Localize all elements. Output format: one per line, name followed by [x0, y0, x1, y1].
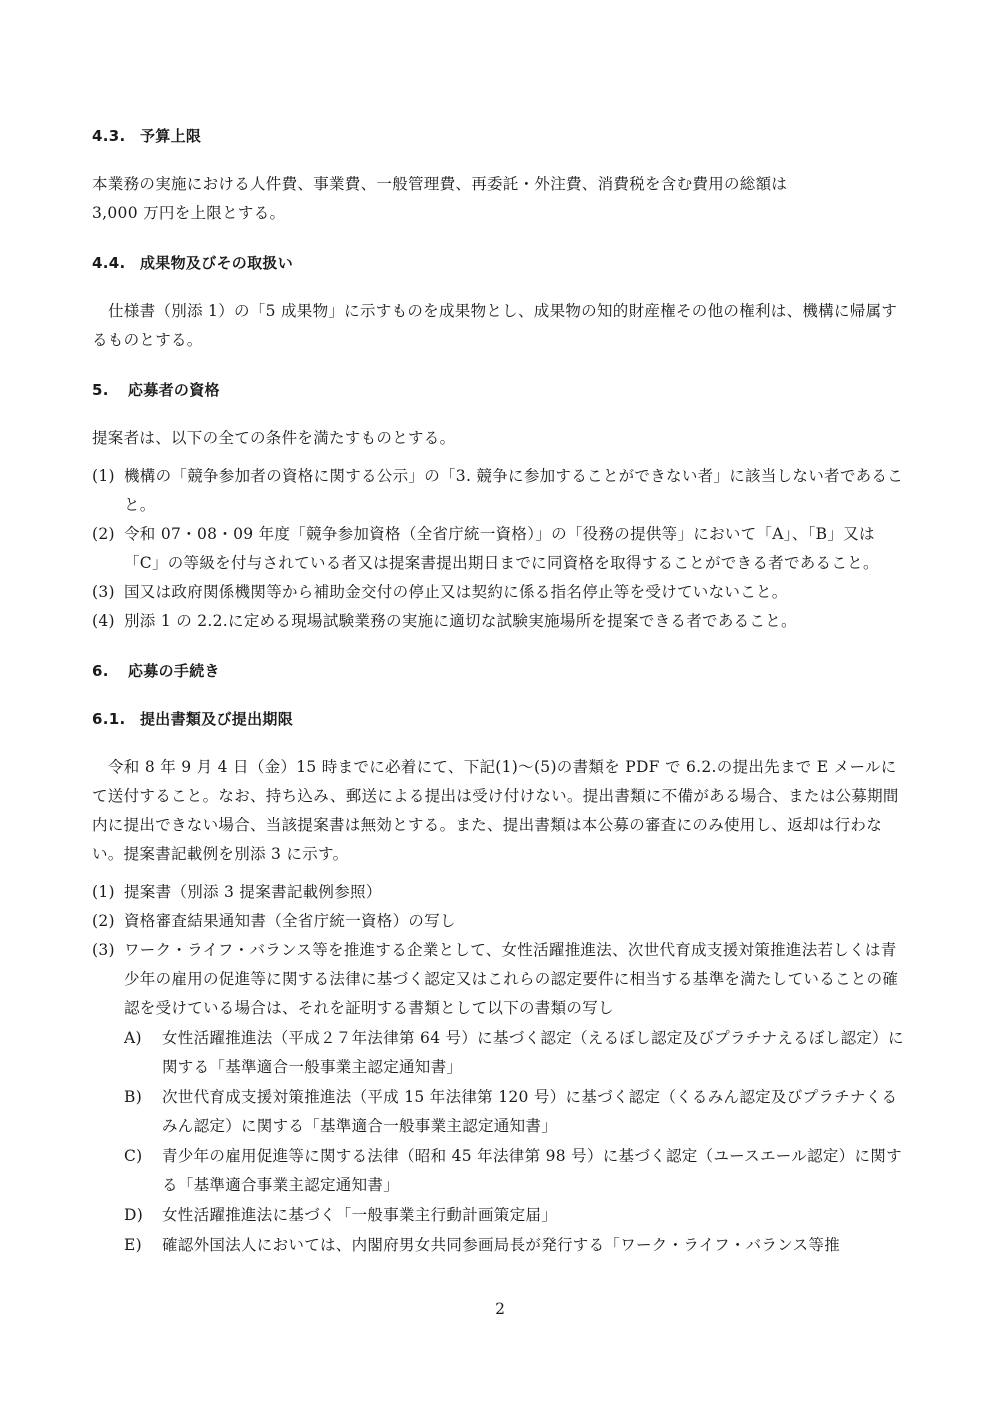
sub-list-item: D) 女性活躍推進法に基づく「一般事業主行動計画策定届」 [124, 1206, 558, 1224]
paragraph-4-4: 仕様書（別添 1）の「5 成果物」に示すものを成果物とし、成果物の知的財産権その他の権利は、機構に帰属するものとする。 [92, 302, 898, 349]
list-6-1 [92, 878, 910, 1260]
list-item: (3) ワーク・ライフ・バランス等を推進する企業として、女性活躍推進法、次世代育成支援対策推進法若しくは青少年の雇用の促進等に関する法律に基づく認定又はこれらの認定要件に相当する基準を満たしていることの確認を受けている場合は、それを証明する書類として以下の書類の写し [92, 941, 899, 1017]
page-number: 2 [495, 1300, 505, 1318]
heading-6: 6. 応募の手続き [92, 662, 220, 680]
heading-6-1: 6.1. 提出書類及び提出期限 [92, 710, 294, 728]
sub-list-item: A) 女性活躍推進法（平成２７年法律第 64 号）に基づく認定（えるぼし認定及びプラチナえるぼし認定）に関する「基準適合一般事業主認定通知書」 [124, 1029, 904, 1076]
paragraph-6-1: 令和 8 年 9 月 4 日（金）15 時までに必着にて、下記(1)～(5)の書類を PDF で 6.2.の提出先まで E メールにて送付すること。なお、持ち込み、郵送による提出は受け付けない。提出書類に不備がある場合、または公募期間内に提出できない場合、当該提案書は無効とする。また、提出書類は本公募の審査にのみ使用し、返却は行わない。提案書記載例を別添 3 に示す。 [92, 758, 899, 863]
heading-5: 5. 応募者の資格 [92, 381, 220, 399]
sub-list-item: C) 青少年の雇用促進等に関する法律（昭和 45 年法律第 98 号）に基づく認定（ユースエール認定）に関する「基準適合事業主認定通知書」 [124, 1147, 902, 1194]
sub-list-item: E) 確認外国法人においては、内閣府男女共同参画局長が発行する「ワーク・ライフ・バランス等推 [124, 1236, 841, 1254]
list-item: (3) 国又は政府関係機関等から補助金交付の停止又は契約に係る指名停止等を受けていないこと。 [92, 583, 788, 601]
heading-4-3: 4.3. 予算上限 [92, 127, 202, 145]
sub-list-item: B) 次世代育成支援対策推進法（平成 15 年法律第 120 号）に基づく認定（くるみん認定及びプラチナくるみん認定）に関する「基準適合一般事業主認定通知書」 [124, 1088, 898, 1135]
document-body [92, 122, 910, 1260]
heading-4-4: 4.4. 成果物及びその取扱い [92, 254, 294, 272]
list-item: (2) 令和 07・08・09 年度「競争参加資格（全省庁統一資格）」の「役務の提供等」において「A」、「B」又は「C」の等級を付与されている者又は提案書提出期日までに同資格を取得することができる者であること。 [92, 525, 879, 572]
list-item: (1) 提案書（別添 3 提案書記載例参照） [92, 883, 382, 901]
list-item: (4) 別添 1 の 2.2.に定める現場試験業務の実施に適切な試験実施場所を提案できる者であること。 [92, 612, 797, 630]
list-item: (1) 機構の「競争参加者の資格に関する公示」の「3. 競争に参加することができない者」に該当しない者であること。 [92, 467, 904, 514]
paragraph-5-intro: 提案者は、以下の全ての条件を満たすものとする。 [92, 429, 456, 447]
list-item: (2) 資格審査結果通知書（全省庁統一資格）の写し [92, 912, 456, 930]
list-5 [92, 462, 910, 636]
paragraph-4-3: 本業務の実施における人件費、事業費、一般管理費、再委託・外注費、消費税を含む費用の総額は3,000 万円を上限とする。 [92, 175, 788, 222]
